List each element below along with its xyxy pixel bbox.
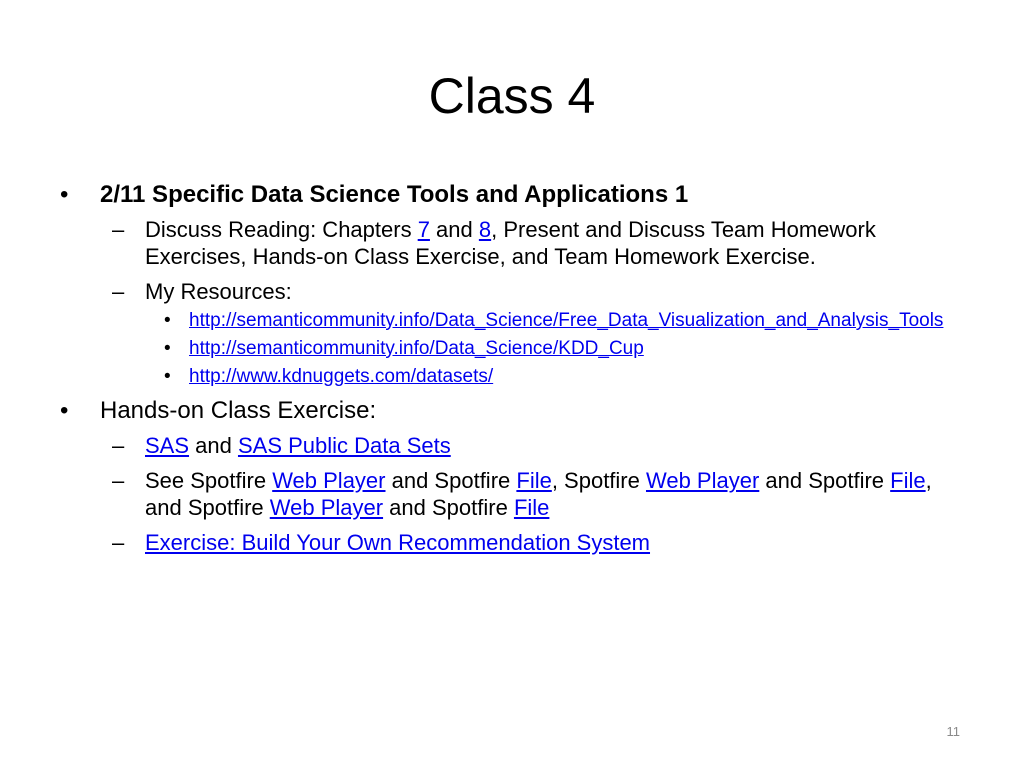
chapter-7-link[interactable]: 7 bbox=[417, 217, 430, 242]
slide-content bbox=[60, 180, 970, 564]
reading-suffix: , Present and Discuss Team Homework Exercises, Hands-on Class Exercise, and Team Homework Exercise. bbox=[145, 217, 876, 269]
resources-label: My Resources: bbox=[145, 279, 292, 304]
class-topic-heading: 2/11 Specific Data Science Tools and Applications 1 bbox=[100, 181, 689, 208]
reading-and: and bbox=[429, 217, 479, 242]
resource-item bbox=[60, 337, 970, 360]
bullet-icon: • bbox=[164, 338, 171, 359]
dash-icon: – bbox=[112, 217, 125, 242]
spotfire-file-link[interactable]: File bbox=[890, 468, 926, 493]
dash-icon: – bbox=[112, 530, 125, 555]
recommendation-exercise-link[interactable]: Exercise: Build Your Own Recommendation System bbox=[145, 530, 651, 555]
bullet-icon: • bbox=[60, 397, 69, 424]
sub-item-resources bbox=[60, 278, 970, 305]
resource-item bbox=[60, 309, 970, 332]
spotfire-text: and Spotfire bbox=[385, 468, 517, 493]
resource-link-kdd-cup[interactable]: http://semanticommunity.info/Data_Science/KDD_Cup bbox=[189, 338, 644, 359]
sas-public-data-sets-link[interactable]: SAS Public Data Sets bbox=[237, 433, 451, 458]
bullet-item-hands-on bbox=[60, 396, 970, 426]
bullet-icon: • bbox=[60, 181, 69, 208]
sub-item-sas bbox=[60, 432, 970, 459]
bullet-item-class-topic bbox=[60, 180, 970, 210]
dash-icon: – bbox=[112, 433, 125, 458]
spotfire-file-link[interactable]: File bbox=[513, 495, 550, 520]
hands-on-heading: Hands-on Class Exercise: bbox=[100, 397, 377, 424]
spotfire-web-player-link[interactable]: Web Player bbox=[645, 468, 760, 493]
slide-title: Class 4 bbox=[428, 68, 596, 124]
bullet-icon: • bbox=[164, 310, 171, 331]
sas-and: and bbox=[189, 433, 238, 458]
resource-link-visualization-tools[interactable]: http://semanticommunity.info/Data_Science/Free_Data_Visualization_and_Analysis_Tools bbox=[189, 310, 944, 331]
bullet-icon: • bbox=[164, 366, 171, 387]
reading-prefix: Discuss Reading: Chapters bbox=[145, 217, 418, 242]
spotfire-file-link[interactable]: File bbox=[516, 468, 552, 493]
spotfire-text: , and Spotfire bbox=[145, 468, 932, 520]
sas-link[interactable]: SAS bbox=[145, 433, 190, 458]
sub-item-reading bbox=[60, 216, 970, 270]
sub-item-spotfire bbox=[60, 467, 970, 521]
dash-icon: – bbox=[112, 279, 125, 304]
spotfire-text: and Spotfire bbox=[759, 468, 891, 493]
resource-item bbox=[60, 365, 970, 388]
page-number: 11 bbox=[946, 724, 960, 739]
spotfire-text: , Spotfire bbox=[551, 468, 646, 493]
resource-link-kdnuggets[interactable]: http://www.kdnuggets.com/datasets/ bbox=[189, 366, 494, 387]
spotfire-web-player-link[interactable]: Web Player bbox=[269, 495, 384, 520]
spotfire-text: See Spotfire bbox=[145, 468, 273, 493]
chapter-8-link[interactable]: 8 bbox=[478, 217, 492, 242]
spotfire-web-player-link[interactable]: Web Player bbox=[272, 468, 386, 493]
dash-icon: – bbox=[112, 468, 125, 493]
sub-item-exercise bbox=[60, 529, 970, 556]
spotfire-text: and Spotfire bbox=[383, 495, 514, 520]
